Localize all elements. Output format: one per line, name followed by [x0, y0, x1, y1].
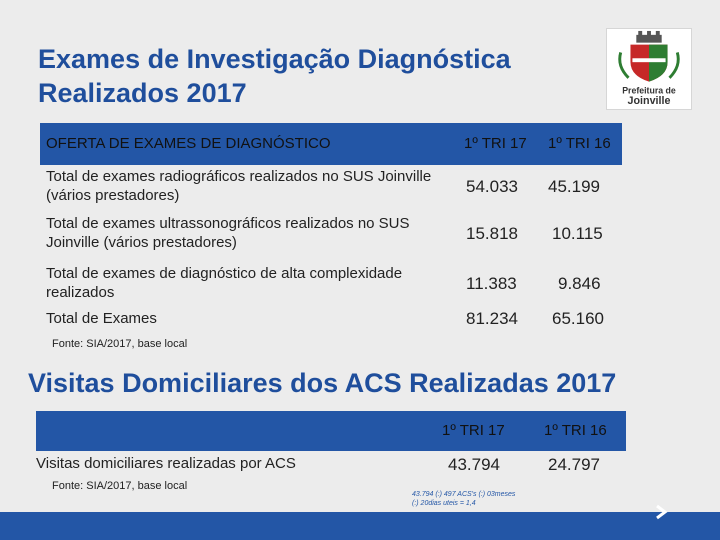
calculation-note-line-1: 43.794 (:) 497 ACS's (:) 03meses: [412, 491, 516, 498]
header-tri17: 1º TRI 17: [464, 135, 527, 152]
logo-line-2: Joinville: [627, 95, 671, 108]
footer-band: [0, 512, 720, 540]
visits-row-label: Visitas domiciliares realizadas por ACS: [36, 455, 296, 472]
row-tri17: 15.818: [466, 224, 518, 243]
source-note: Fonte: SIA/2017, base local: [52, 480, 188, 492]
page-title: [38, 42, 578, 110]
row-tri17: 54.033: [466, 177, 518, 196]
row-tri16: 45.199: [548, 177, 600, 196]
row-label: Total de exames ultrassonográficos realizados no SUS Joinville (vários prestadores): [46, 215, 410, 251]
section-title: Visitas Domiciliares dos ACS Realizadas 2017: [28, 368, 617, 398]
row-label: Total de Exames: [46, 310, 157, 327]
calculation-note: [412, 490, 515, 508]
exams-table-header: [40, 123, 622, 165]
row-tri17: 11.383: [466, 274, 517, 293]
header-tri17: 1º TRI 17: [442, 422, 505, 439]
prefeitura-logo: [606, 28, 692, 110]
next-slide-arrow-icon[interactable]: [652, 502, 672, 522]
calculation-note-line-2: (:) 20dias uteis = 1,4: [412, 500, 476, 507]
row-tri16: 65.160: [552, 309, 604, 328]
source-note: Fonte: SIA/2017, base local: [52, 338, 188, 350]
title-line-1: Exames de Investigação Diagnóstica: [38, 44, 511, 74]
row-label: Total de exames radiográficos realizados no SUS Joinville (vários prestadores): [46, 168, 432, 204]
row-tri16: 10.115: [552, 224, 603, 243]
title-line-2: Realizados 2017: [38, 78, 247, 108]
row-tri17: 81.234: [466, 309, 518, 328]
coat-of-arms-icon: [607, 29, 691, 109]
row-tri16: 9.846: [558, 274, 601, 293]
visits-row-tri16: 24.797: [548, 455, 600, 474]
visits-row-tri17: 43.794: [448, 455, 500, 474]
visits-table-header: [36, 411, 626, 451]
header-oferta: OFERTA DE EXAMES DE DIAGNÓSTICO: [46, 135, 331, 152]
row-label: Total de exames de diagnóstico de alta complexidade realizados: [46, 265, 403, 301]
header-tri16: 1º TRI 16: [548, 135, 611, 152]
header-tri16: 1º TRI 16: [544, 422, 607, 439]
logo-line-1: Prefeitura de: [622, 85, 676, 96]
